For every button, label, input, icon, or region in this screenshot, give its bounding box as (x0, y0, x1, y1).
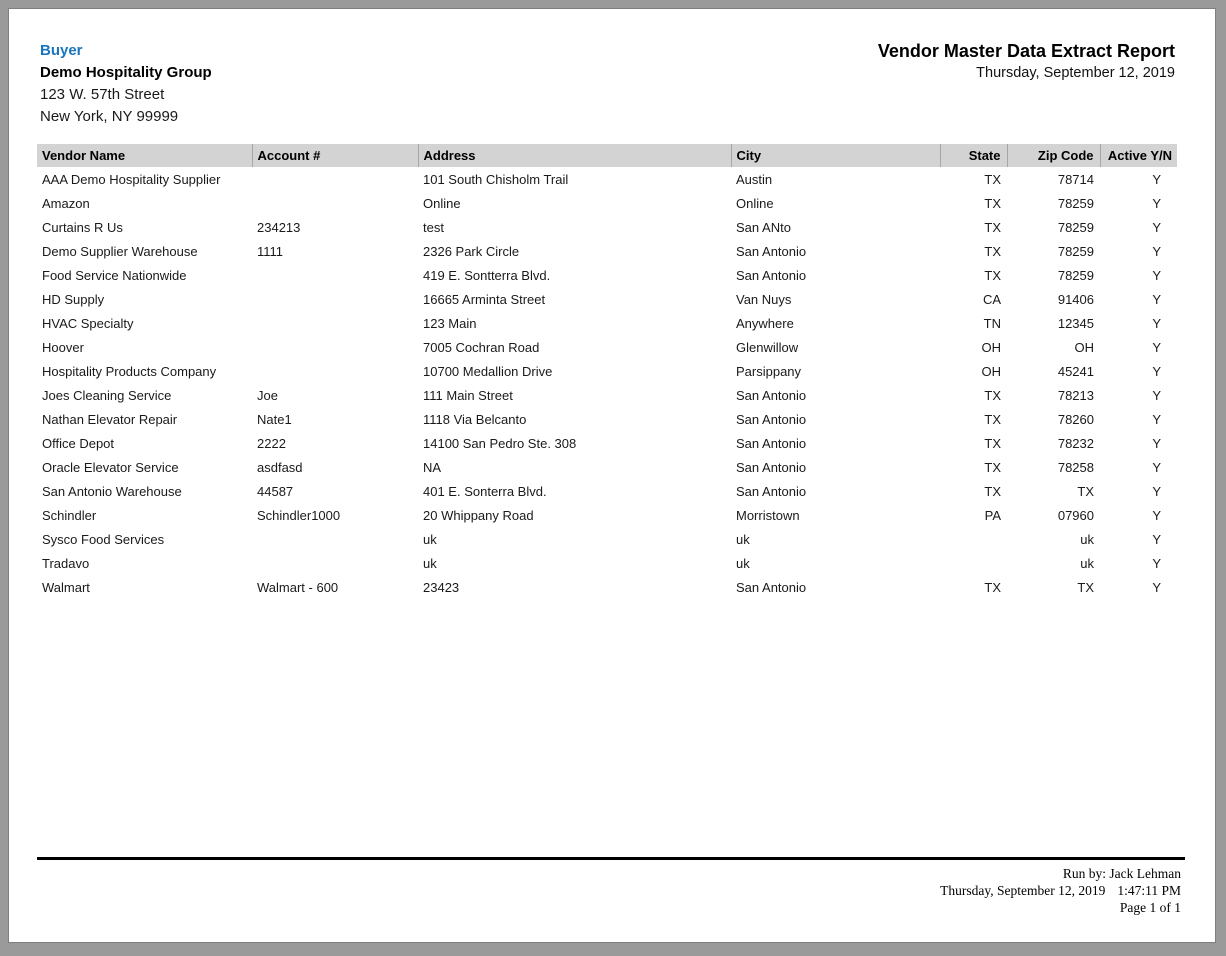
vendor-table-body (37, 167, 1177, 599)
table-row (37, 479, 1177, 503)
column-header-state: State (940, 144, 1007, 167)
table-cell-city: San ANto (736, 219, 791, 235)
table-cell-zip-code: 07960 (1057, 507, 1094, 523)
table-cell-address: 2326 Park Circle (423, 243, 520, 259)
table-cell-active-yn: Y (1152, 459, 1161, 475)
footer-page-number: Page 1 of 1 (1119, 900, 1181, 915)
table-cell-zip-code: 78213 (1057, 387, 1094, 403)
column-header-address: Address (418, 144, 731, 167)
table-cell-state: PA (984, 507, 1001, 523)
table-cell-account-number: 234213 (257, 219, 301, 235)
table-cell-account-number: 2222 (257, 435, 286, 451)
table-cell-zip-code: TX (1077, 483, 1094, 499)
footer-time: 1:47:11 PM (1117, 883, 1181, 898)
table-cell-city: Austin (736, 171, 773, 187)
table-cell-city: San Antonio (736, 483, 807, 499)
table-cell-vendor-name: Food Service Nationwide (42, 267, 187, 283)
table-cell-vendor-name: Oracle Elevator Service (42, 459, 179, 475)
table-cell-city: uk (736, 531, 750, 547)
footer-run-by: Run by: Jack Lehman (1062, 866, 1181, 881)
table-cell-address: 111 Main Street (423, 387, 513, 403)
table-row (37, 191, 1177, 215)
table-cell-account-number: 1111 (257, 243, 284, 259)
report-header (9, 9, 1215, 128)
table-cell-city: Anywhere (736, 315, 794, 331)
table-row (37, 575, 1177, 599)
table-cell-address: 101 South Chisholm Trail (423, 171, 569, 187)
table-cell-vendor-name: Walmart (42, 579, 90, 595)
table-cell-account-number (252, 287, 418, 311)
table-cell-address: NA (423, 459, 442, 475)
table-cell-vendor-name: Schindler (42, 507, 97, 523)
table-cell-account-number (252, 335, 418, 359)
table-cell-vendor-name: HVAC Specialty (42, 315, 134, 331)
table-cell-active-yn: Y (1152, 579, 1161, 595)
footer-date: Thursday, September 12, 2019 (940, 883, 1106, 898)
table-cell-account-number: 44587 (257, 483, 294, 499)
table-cell-account-number (252, 527, 418, 551)
table-cell-zip-code: 78714 (1057, 171, 1094, 187)
table-cell-address: 401 E. Sonterra Blvd. (423, 483, 547, 499)
buyer-label: Buyer (40, 42, 83, 59)
buyer-address-line1: 123 W. 57th Street (40, 86, 165, 103)
table-cell-city: Parsippany (736, 363, 802, 379)
table-cell-active-yn: Y (1152, 219, 1161, 235)
table-cell-account-number (252, 167, 418, 191)
table-cell-address: 123 Main (423, 315, 477, 331)
table-cell-active-yn: Y (1152, 555, 1161, 571)
table-row (37, 527, 1177, 551)
table-row (37, 359, 1177, 383)
table-cell-vendor-name: Curtains R Us (42, 219, 123, 235)
table-cell-zip-code: 78232 (1057, 435, 1094, 451)
table-cell-address: Online (423, 195, 461, 211)
column-header-zip-code: Zip Code (1007, 144, 1100, 167)
table-cell-vendor-name: Amazon (42, 195, 90, 211)
table-cell-active-yn: Y (1152, 435, 1161, 451)
report-title: Vendor Master Data Extract Report (877, 41, 1175, 61)
table-header-row (37, 144, 1177, 167)
table-cell-state: TX (984, 195, 1001, 211)
table-cell-city: uk (736, 555, 750, 571)
table-cell-active-yn: Y (1152, 339, 1161, 355)
column-header-vendor-name: Vendor Name (37, 144, 252, 167)
vendor-table (37, 144, 1177, 599)
table-row (37, 551, 1177, 575)
footer-datetime (37, 882, 1181, 899)
table-cell-zip-code: uk (1080, 531, 1094, 547)
table-cell-address: 23423 (423, 579, 460, 595)
table-cell-active-yn: Y (1152, 507, 1161, 523)
table-row (37, 455, 1177, 479)
table-cell-city: San Antonio (736, 267, 807, 283)
table-cell-state: TX (984, 267, 1001, 283)
table-cell-state (940, 551, 1007, 575)
table-cell-state: TN (983, 315, 1001, 331)
table-cell-city: Van Nuys (736, 291, 792, 307)
column-header-active-yn: Active Y/N (1100, 144, 1177, 167)
table-cell-vendor-name: Nathan Elevator Repair (42, 411, 178, 427)
table-cell-vendor-name: Hospitality Products Company (42, 363, 217, 379)
table-cell-active-yn: Y (1152, 363, 1161, 379)
vendor-table-header (37, 144, 1177, 167)
table-cell-active-yn: Y (1152, 483, 1161, 499)
table-cell-zip-code: 91406 (1057, 291, 1094, 307)
table-cell-state: TX (984, 243, 1001, 259)
table-cell-zip-code: 78260 (1057, 411, 1094, 427)
table-cell-state (940, 527, 1007, 551)
table-cell-zip-code: uk (1080, 555, 1094, 571)
table-cell-city: San Antonio (736, 435, 807, 451)
table-cell-address: 20 Whippany Road (423, 507, 534, 523)
table-cell-account-number: Joe (257, 387, 278, 403)
table-row (37, 167, 1177, 191)
table-cell-vendor-name: Joes Cleaning Service (42, 387, 172, 403)
table-cell-address: 1118 Via Belcanto (423, 411, 527, 427)
table-row (37, 407, 1177, 431)
table-cell-account-number (252, 191, 418, 215)
table-cell-active-yn: Y (1152, 267, 1161, 283)
table-cell-vendor-name: San Antonio Warehouse (42, 483, 182, 499)
report-date: Thursday, September 12, 2019 (976, 65, 1175, 81)
table-cell-active-yn: Y (1152, 411, 1161, 427)
table-cell-account-number (252, 311, 418, 335)
table-cell-state: TX (984, 435, 1001, 451)
table-cell-zip-code: 12345 (1057, 315, 1094, 331)
table-row (37, 215, 1177, 239)
table-cell-address: 10700 Medallion Drive (423, 363, 553, 379)
table-cell-vendor-name: HD Supply (42, 291, 105, 307)
table-cell-city: San Antonio (736, 243, 807, 259)
table-row (37, 383, 1177, 407)
table-cell-active-yn: Y (1152, 291, 1161, 307)
table-row (37, 239, 1177, 263)
table-cell-address: uk (423, 555, 437, 571)
table-cell-active-yn: Y (1152, 195, 1161, 211)
table-cell-account-number: asdfasd (257, 459, 303, 475)
table-cell-zip-code: 78259 (1057, 243, 1094, 259)
table-cell-city: Online (736, 195, 774, 211)
table-cell-address: 7005 Cochran Road (423, 339, 540, 355)
table-cell-city: Glenwillow (736, 339, 799, 355)
table-cell-zip-code: 78258 (1057, 459, 1094, 475)
table-cell-address: test (423, 219, 444, 235)
table-cell-vendor-name: Hoover (42, 339, 84, 355)
table-cell-state: OH (981, 339, 1001, 355)
table-cell-active-yn: Y (1152, 171, 1161, 187)
table-cell-state: TX (984, 483, 1001, 499)
table-row (37, 335, 1177, 359)
table-cell-state: CA (982, 291, 1001, 307)
table-cell-state: TX (984, 411, 1001, 427)
table-cell-account-number: Nate1 (257, 411, 292, 427)
table-cell-address: 16665 Arminta Street (423, 291, 546, 307)
table-cell-state: TX (984, 171, 1001, 187)
table-cell-zip-code: OH (1074, 339, 1094, 355)
table-cell-zip-code: TX (1077, 579, 1094, 595)
table-cell-account-number: Schindler1000 (257, 507, 341, 523)
table-cell-vendor-name: Sysco Food Services (42, 531, 165, 547)
table-cell-address: 14100 San Pedro Ste. 308 (423, 435, 577, 451)
title-block (878, 40, 1175, 84)
table-cell-city: San Antonio (736, 579, 807, 595)
table-cell-account-number: Walmart - 600 (257, 579, 339, 595)
table-cell-state: TX (984, 219, 1001, 235)
table-row (37, 311, 1177, 335)
table-cell-active-yn: Y (1152, 315, 1161, 331)
table-row (37, 287, 1177, 311)
table-cell-account-number (252, 263, 418, 287)
buyer-address-line2: New York, NY 99999 (40, 108, 179, 125)
table-cell-state: TX (984, 387, 1001, 403)
table-row (37, 431, 1177, 455)
buyer-block (40, 40, 212, 128)
table-cell-vendor-name: Tradavo (42, 555, 90, 571)
table-row (37, 263, 1177, 287)
table-cell-city: San Antonio (736, 411, 807, 427)
table-cell-zip-code: 78259 (1057, 219, 1094, 235)
table-cell-zip-code: 78259 (1057, 195, 1094, 211)
table-cell-active-yn: Y (1152, 531, 1161, 547)
table-cell-state: OH (981, 363, 1001, 379)
column-header-account-number: Account # (252, 144, 418, 167)
report-page (8, 8, 1216, 943)
table-cell-state: TX (984, 459, 1001, 475)
table-cell-vendor-name: Office Depot (42, 435, 115, 451)
table-cell-active-yn: Y (1152, 243, 1161, 259)
table-row (37, 503, 1177, 527)
table-cell-zip-code: 45241 (1057, 363, 1094, 379)
table-cell-address: uk (423, 531, 437, 547)
table-cell-active-yn: Y (1152, 387, 1161, 403)
column-header-city: City (731, 144, 940, 167)
table-cell-city: San Antonio (736, 387, 807, 403)
table-cell-state: TX (984, 579, 1001, 595)
table-cell-vendor-name: Demo Supplier Warehouse (42, 243, 198, 259)
table-cell-address: 419 E. Sontterra Blvd. (423, 267, 551, 283)
table-cell-account-number (252, 551, 418, 575)
table-cell-vendor-name: AAA Demo Hospitality Supplier (42, 171, 221, 187)
table-cell-city: Morristown (736, 507, 800, 523)
report-footer (37, 857, 1185, 916)
buyer-name: Demo Hospitality Group (40, 64, 212, 81)
table-cell-city: San Antonio (736, 459, 807, 475)
table-cell-account-number (252, 359, 418, 383)
table-cell-zip-code: 78259 (1057, 267, 1094, 283)
